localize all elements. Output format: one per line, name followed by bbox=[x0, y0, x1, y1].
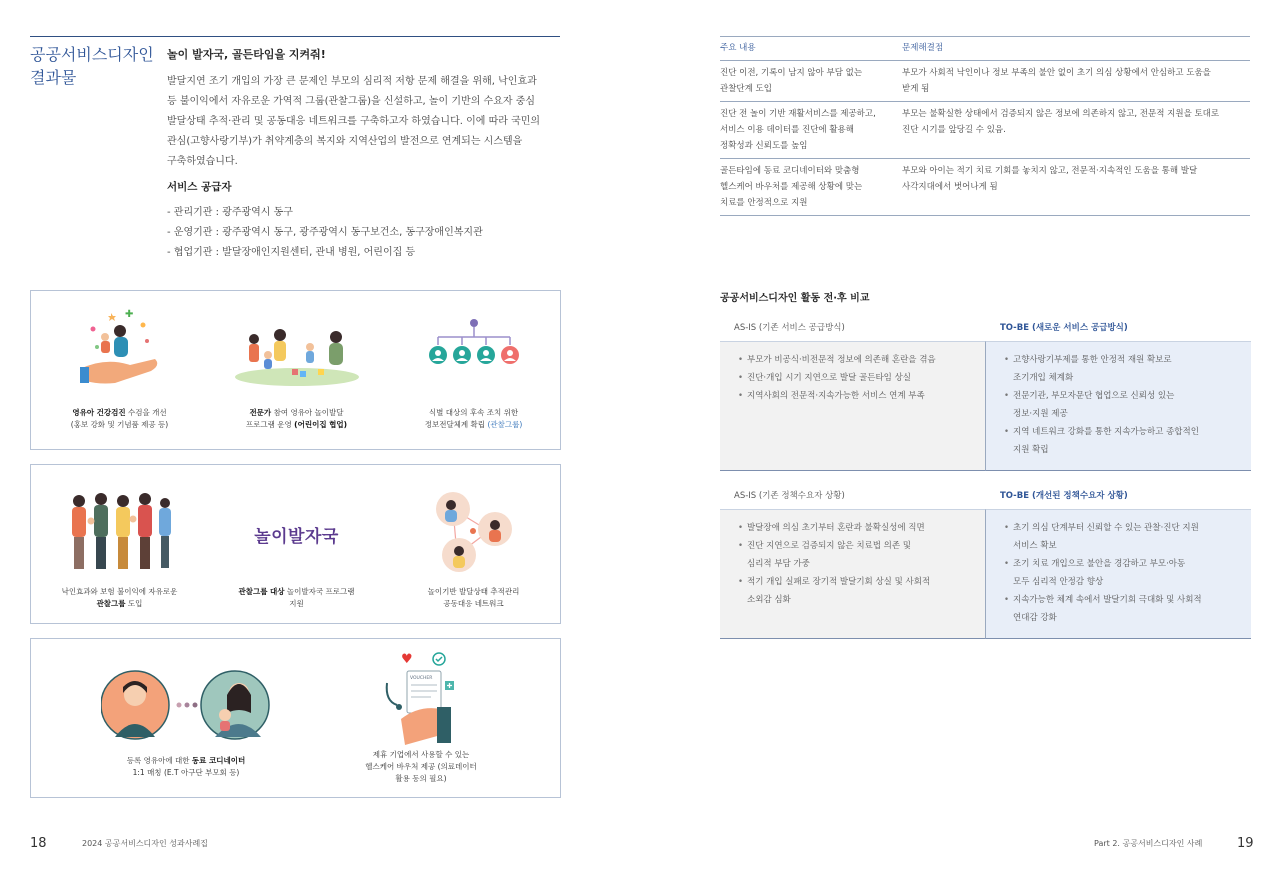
cell-line: 진단 시기를 앞당길 수 있음. bbox=[902, 125, 1006, 135]
voucher-label: VOUCHER bbox=[410, 676, 433, 681]
caption-text: 참여 영유아 놀이발달 bbox=[271, 408, 344, 417]
cell-line: 부모는 불확실한 상태에서 검증되지 않은 정보에 의존하지 않고, 전문적 지원을 토대로 bbox=[902, 109, 1220, 119]
caption-text: 놀이기반 발달상태 추적관리 bbox=[427, 587, 520, 596]
caption-highlight: (관찰그룹) bbox=[487, 420, 523, 429]
item-line: 심리적 부담 가중 bbox=[747, 559, 810, 569]
illustration-panel-3 bbox=[30, 638, 561, 798]
play-group-illustration bbox=[232, 325, 362, 387]
item-line: 지역사회의 전문적·지속가능한 서비스 연계 부족 bbox=[747, 391, 925, 401]
tobe-list bbox=[986, 510, 1251, 627]
table-cell bbox=[902, 61, 1250, 101]
intro-line: 구축하였습니다. bbox=[167, 156, 238, 167]
right-page bbox=[640, 0, 1280, 872]
section-title: 공공서비스디자인 결과물 bbox=[30, 45, 154, 87]
item-line: 정보·지원 제공 bbox=[1013, 409, 1068, 419]
caption-bold: 관찰그룹 bbox=[96, 599, 126, 608]
item-line: 초기 의심 단계부터 신뢰할 수 있는 관찰·진단 지원 bbox=[1013, 523, 1199, 533]
item-line: 진단·개입 시기 지연으로 발달 골든타임 상실 bbox=[747, 373, 912, 383]
cell-line: 부모와 아이는 적기 치료 기회를 놓치지 않고, 전문적·지속적인 도움을 통해 발달 bbox=[902, 166, 1198, 176]
tobe-list bbox=[986, 342, 1251, 459]
tobe-box bbox=[985, 341, 1251, 471]
panel2-cell-program-support bbox=[208, 465, 385, 623]
panel2-caption-2 bbox=[208, 586, 385, 610]
item-line: 연대감 강화 bbox=[1013, 613, 1057, 623]
item-line: 서비스 확보 bbox=[1013, 541, 1057, 551]
illustration-panel-2 bbox=[30, 464, 561, 624]
table-cell bbox=[720, 61, 902, 101]
asis-item bbox=[738, 519, 975, 537]
healthcare-voucher-illustration bbox=[379, 649, 463, 745]
panel2-cell-network bbox=[385, 465, 562, 623]
asis-list bbox=[720, 342, 985, 405]
caption-text: 등록 영유아에 대한 bbox=[126, 756, 192, 765]
item-line: 조기개입 체계화 bbox=[1013, 373, 1074, 383]
panel1-caption-1 bbox=[31, 407, 208, 431]
cell-line: 치료를 안정적으로 지원 bbox=[720, 198, 808, 208]
nolibaljaguk-logo: 놀이발자국 bbox=[254, 527, 339, 547]
table-row bbox=[720, 61, 1250, 102]
supplier-block bbox=[167, 179, 557, 263]
intro-paragraph bbox=[167, 72, 557, 172]
caption-text: 지원 bbox=[289, 599, 304, 608]
footer-text-left: 2024 공공서비스디자인 성과사례집 bbox=[82, 839, 208, 848]
panel2-caption-1 bbox=[31, 586, 208, 610]
supplier-title: 서비스 공급자 bbox=[167, 181, 232, 193]
problem-solution-table bbox=[720, 36, 1250, 216]
supplier-item: - 관리기관 : 광주광역시 동구 bbox=[167, 207, 293, 218]
caption-text: 놀이발자국 프로그램 bbox=[284, 587, 355, 596]
cell-line: 사각지대에서 벗어나게 됨 bbox=[902, 182, 998, 192]
panel1-caption-3 bbox=[385, 407, 562, 431]
panel1-caption-2 bbox=[208, 407, 385, 431]
panel2-caption-3 bbox=[385, 586, 562, 610]
cell-line: 진단 전 놀이 기반 재활서비스를 제공하고, bbox=[720, 109, 876, 119]
caption-text: 낙인효과와 보험 불이익에 자유로운 bbox=[61, 587, 178, 596]
intro-line: 발달상태 추적·관리 및 공동대응 네트워크를 구축하고자 하였습니다. 이에 따라 국민의 bbox=[167, 116, 541, 127]
item-line: 전문기관, 부모자문단 협업으로 신뢰성 있는 bbox=[1013, 391, 1175, 401]
panel3-cell-voucher bbox=[331, 639, 511, 797]
coordinator-matching-illustration bbox=[101, 667, 271, 743]
item-line: 고향사랑기부제를 통한 안정적 재원 확보로 bbox=[1013, 355, 1172, 365]
caption-text: 도입 bbox=[125, 599, 143, 608]
network-hierarchy-icon bbox=[426, 317, 522, 373]
svg-text:♥: ♥ bbox=[401, 652, 413, 667]
caption-bold: 영유아 건강검진 bbox=[72, 408, 126, 417]
panel3-caption-2 bbox=[331, 749, 511, 785]
caption-text: 제휴 기업에서 사용할 수 있는 bbox=[372, 750, 470, 759]
panel1-cell-play-program bbox=[208, 291, 385, 449]
intro-heading: 놀이 발자국, 골든타임을 지켜줘! bbox=[167, 48, 326, 61]
table-cell bbox=[720, 159, 902, 215]
supplier-list bbox=[167, 203, 557, 263]
illustration-panel-1 bbox=[30, 290, 561, 450]
table-header-row bbox=[720, 37, 1250, 61]
asis-item bbox=[738, 369, 975, 387]
cell-line: 서비스 이용 데이터를 진단에 활용해 bbox=[720, 125, 854, 135]
panel3-caption-1 bbox=[91, 755, 281, 779]
hand-child-care-illustration bbox=[75, 307, 165, 387]
comparison-service bbox=[720, 315, 1251, 471]
intro-block bbox=[167, 46, 557, 172]
caption-text: 1:1 매칭 (E.T 아구단 부모회 등) bbox=[132, 768, 240, 777]
caption-text: 정보전달체계 확립 bbox=[424, 420, 488, 429]
table-cell bbox=[902, 159, 1250, 215]
tobe-label: TO-BE (새로운 서비스 공급방식) bbox=[1000, 323, 1128, 333]
caption-text: (홍보 강화 및 기념품 제공 등) bbox=[70, 420, 169, 429]
caption-text: 식별 대상의 후속 조치 위한 bbox=[428, 408, 519, 417]
cell-line: 받게 됨 bbox=[902, 84, 930, 94]
supplier-item: - 협업기관 : 발달장애인지원센터, 관내 병원, 어린이집 등 bbox=[167, 247, 416, 258]
cell-line: 골든타임에 동료 코디네이터와 맞춤형 bbox=[720, 166, 860, 176]
caption-bold: (어린이집 협업) bbox=[294, 420, 348, 429]
comparison-policy-demand bbox=[720, 483, 1251, 639]
footer-text-right: Part 2. 공공서비스디자인 사례 bbox=[1094, 839, 1203, 848]
tobe-item bbox=[1004, 423, 1241, 459]
caption-text: 헬스케어 바우처 제공 (의료데이터 bbox=[365, 762, 477, 771]
intro-line: 등 불이익에서 자유로운 가역적 그룹(관찰그룹)을 신설하고, 놀이 기반의 수요자 중심 bbox=[167, 96, 536, 107]
asis-label: AS-IS (기존 서비스 공급방식) bbox=[734, 323, 845, 333]
caption-text: 프로그램 운영 bbox=[245, 420, 295, 429]
tobe-item bbox=[1004, 387, 1241, 423]
item-line: 소외감 심화 bbox=[747, 595, 791, 605]
item-line: 지원 확립 bbox=[1013, 445, 1049, 455]
caption-text: 활용 동의 필요) bbox=[395, 774, 447, 783]
section-rule bbox=[30, 36, 560, 37]
asis-item bbox=[738, 351, 975, 369]
asis-item bbox=[738, 537, 975, 573]
asis-item bbox=[738, 573, 975, 609]
tobe-item bbox=[1004, 519, 1241, 555]
item-line: 진단 지연으로 검증되지 않은 치료법 의존 및 bbox=[747, 541, 912, 551]
caption-bold: 전문가 bbox=[249, 408, 272, 417]
panel2-cell-observation-group bbox=[31, 465, 208, 623]
cell-line: 헬스케어 바우처를 제공해 상황에 맞는 bbox=[720, 182, 863, 192]
table-header-cell: 주요 내용 bbox=[720, 43, 756, 53]
table-row bbox=[720, 102, 1250, 159]
asis-item bbox=[738, 387, 975, 405]
cell-line: 부모가 사회적 낙인이나 정보 부족의 불안 없이 초기 의심 상황에서 안심하고 도움을 bbox=[902, 68, 1211, 78]
caption-text: 공동대응 네트워크 bbox=[443, 599, 504, 608]
table-cell bbox=[720, 102, 902, 158]
item-line: 적기 개입 실패로 장기적 발달기회 상실 및 사회적 bbox=[747, 577, 931, 587]
supplier-item: - 운영기관 : 광주광역시 동구, 광주광역시 동구보건소, 동구장애인복지관 bbox=[167, 227, 483, 238]
item-line: 지역 네트워크 강화를 통한 지속가능하고 종합적인 bbox=[1013, 427, 1199, 437]
item-line: 발달장애 의심 초기부터 혼란과 불확실성에 직면 bbox=[747, 523, 925, 533]
page-number-right: 19 bbox=[1237, 836, 1254, 851]
tobe-item bbox=[1004, 351, 1241, 387]
tobe-label: TO-BE (개선된 정책수요자 상황) bbox=[1000, 491, 1128, 501]
intro-line: 관심(고향사랑기부)가 취약계층의 복지와 지역산업의 발전으로 연계되는 시스템을 bbox=[167, 136, 523, 147]
cell-line: 관찰단계 도입 bbox=[720, 84, 772, 94]
item-line: 부모가 비공식·비전문적 정보에 의존해 혼란을 겪음 bbox=[747, 355, 936, 365]
caption-bold: 동료 코디네이터 bbox=[191, 756, 246, 765]
caption-text: 수검을 개선 bbox=[125, 408, 167, 417]
table-header-cell: 문제해결점 bbox=[902, 43, 944, 53]
item-line: 모두 심리적 안정감 향상 bbox=[1013, 577, 1104, 587]
parents-group-illustration bbox=[65, 491, 175, 573]
comparison-title: 공공서비스디자인 활동 전·후 비교 bbox=[720, 293, 870, 304]
asis-box bbox=[720, 341, 985, 471]
asis-box bbox=[720, 509, 985, 639]
cell-line: 진단 이전, 기록이 남지 않아 부담 없는 bbox=[720, 68, 863, 78]
intro-line: 발달지연 조기 개입의 가장 큰 문제인 부모의 심리적 저항 문제 해결을 위해, 낙인효과 bbox=[167, 76, 537, 87]
cell-line: 정확성과 신뢰도를 높임 bbox=[720, 141, 808, 151]
asis-list bbox=[720, 510, 985, 609]
tobe-item bbox=[1004, 591, 1241, 627]
asis-label: AS-IS (기존 정책수요자 상황) bbox=[734, 491, 845, 501]
table-cell bbox=[902, 102, 1250, 158]
svg-text:✚: ✚ bbox=[124, 309, 133, 320]
tobe-item bbox=[1004, 555, 1241, 591]
tobe-box bbox=[985, 509, 1251, 639]
item-line: 지속가능한 체계 속에서 발달기회 극대화 및 사회적 bbox=[1013, 595, 1202, 605]
network-circles-illustration bbox=[429, 489, 519, 575]
panel1-cell-checkup bbox=[31, 291, 208, 449]
panel3-cell-coordinator bbox=[91, 639, 281, 797]
panel1-cell-info-system bbox=[385, 291, 562, 449]
table-row bbox=[720, 159, 1250, 216]
item-line: 조기 치료 개입으로 불안을 경감하고 부모·아동 bbox=[1013, 559, 1186, 569]
caption-bold: 관찰그룹 대상 bbox=[238, 587, 285, 596]
page-number-left: 18 bbox=[30, 836, 47, 851]
